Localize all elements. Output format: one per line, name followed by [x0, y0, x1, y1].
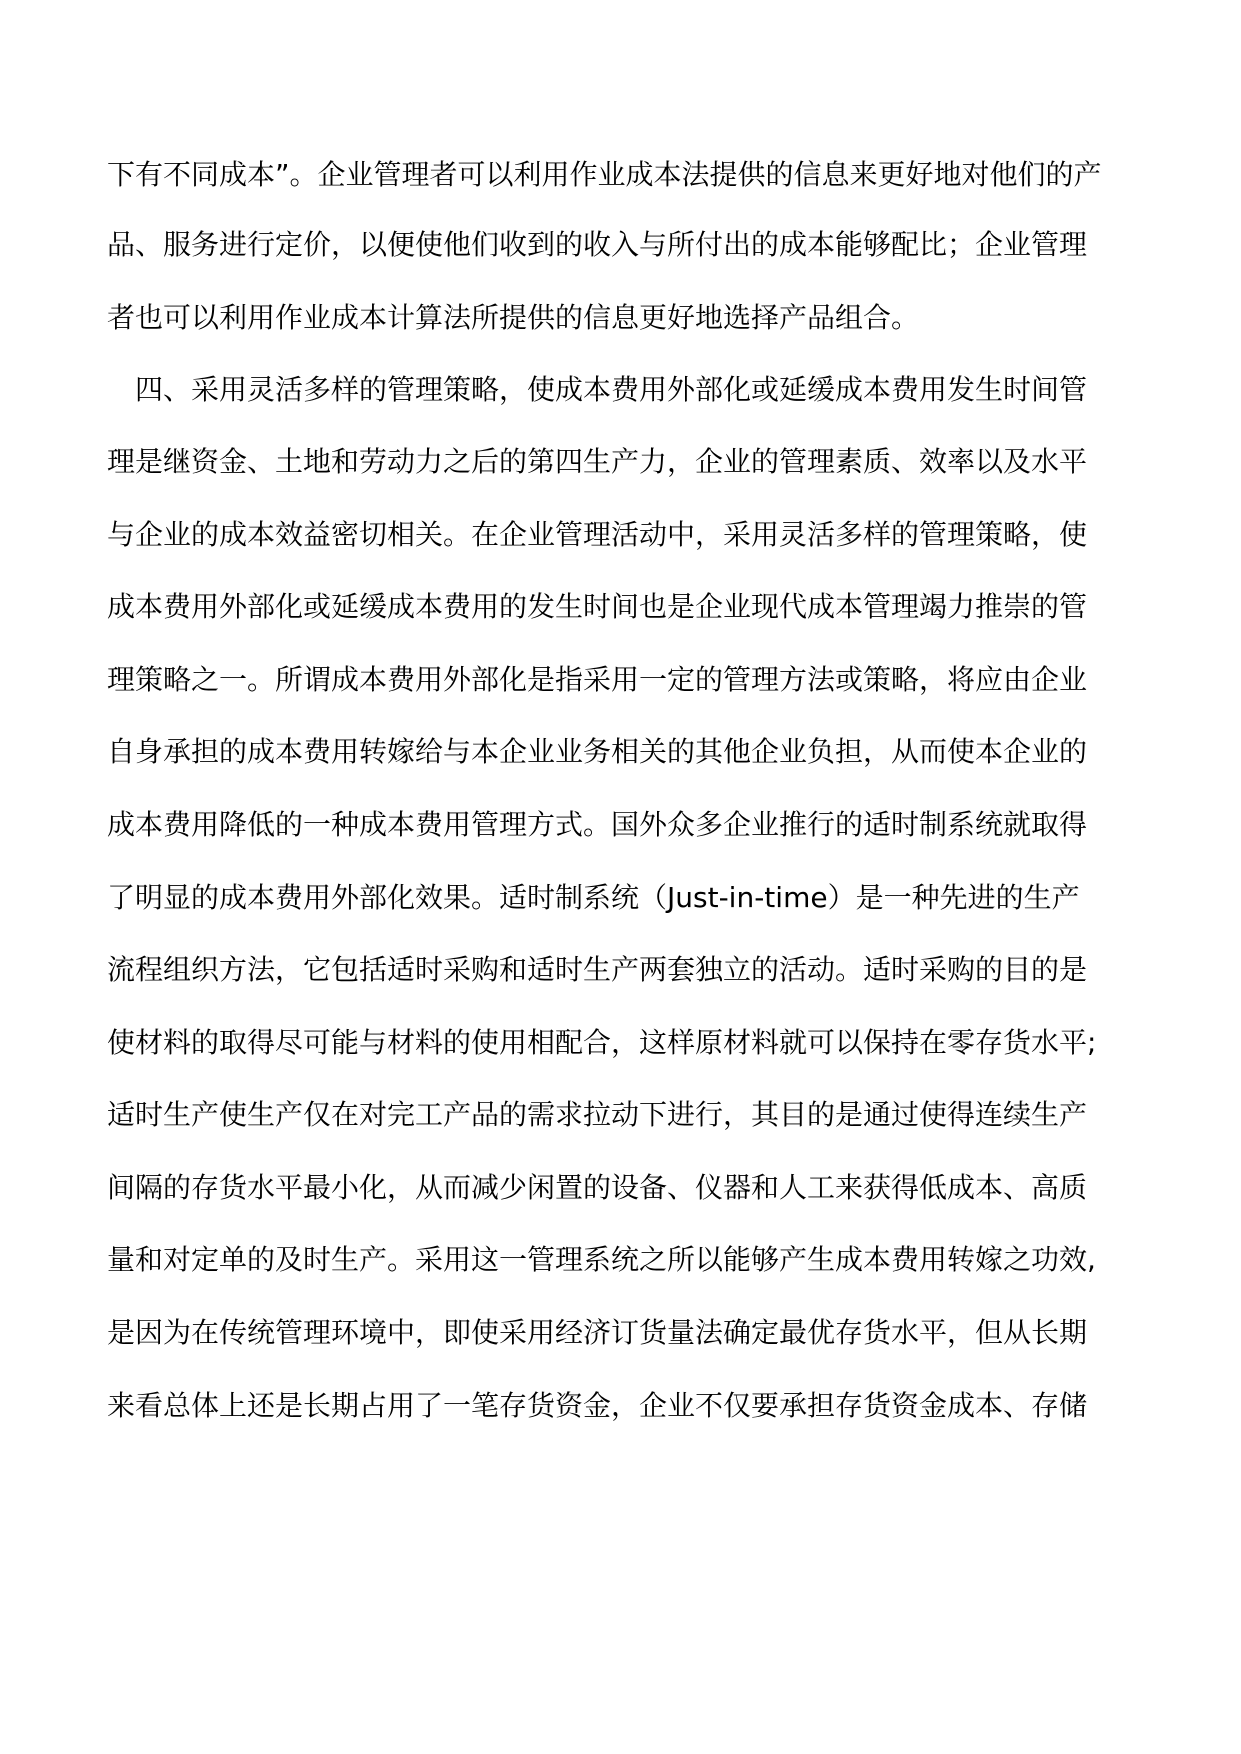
text-line: 自身承担的成本费用转嫁给与本企业业务相关的其他企业负担，从而使本企业的 [107, 735, 1088, 768]
text-line: 成本费用外部化或延缓成本费用的发生时间也是企业现代成本管理竭力推崇的管 [107, 590, 1088, 623]
text-line: 理策略之一。所谓成本费用外部化是指采用一定的管理方法或策略，将应由企业 [107, 663, 1088, 696]
text-line: 品、服务进行定价，以便使他们收到的收入与所付出的成本能够配比；企业管理 [107, 228, 1088, 261]
section-heading-line: 四、采用灵活多样的管理策略，使成本费用外部化或延缓成本费用发生时间管 [135, 373, 1088, 406]
text-line: 理是继资金、土地和劳动力之后的第四生产力，企业的管理素质、效率以及水平 [107, 445, 1088, 478]
text-line: 量和对定单的及时生产。采用这一管理系统之所以能够产生成本费用转嫁之功效, [107, 1243, 1096, 1276]
text-line: 是因为在传统管理环境中，即使采用经济订货量法确定最优存货水平，但从长期 [107, 1316, 1088, 1349]
text-line: 成本费用降低的一种成本费用管理方式。国外众多企业推行的适时制系统就取得 [107, 808, 1088, 841]
text-line: 使材料的取得尽可能与材料的使用相配合，这样原材料就可以保持在零存货水平; [107, 1026, 1097, 1059]
text-line: 者也可以利用作业成本计算法所提供的信息更好地选择产品组合。 [107, 301, 920, 334]
text-line: 来看总体上还是长期占用了一笔存货资金，企业不仅要承担存货资金成本、存储 [107, 1389, 1088, 1422]
text-line: 适时生产使生产仅在对完工产品的需求拉动下进行，其目的是通过使得连续生产 [107, 1098, 1088, 1131]
text-line: 了明显的成本费用外部化效果。适时制系统（Just-in-time）是一种先进的生产 [107, 881, 1080, 914]
text-line: 与企业的成本效益密切相关。在企业管理活动中，采用灵活多样的管理策略，使 [107, 518, 1088, 551]
text-line: 间隔的存货水平最小化，从而减少闲置的设备、仪器和人工来获得低成本、高质 [107, 1171, 1088, 1204]
text-line: 下有不同成本”。企业管理者可以利用作业成本法提供的信息来更好地对他们的产 [107, 158, 1102, 191]
text-line: 流程组织方法，它包括适时采购和适时生产两套独立的活动。适时采购的目的是 [107, 953, 1088, 986]
